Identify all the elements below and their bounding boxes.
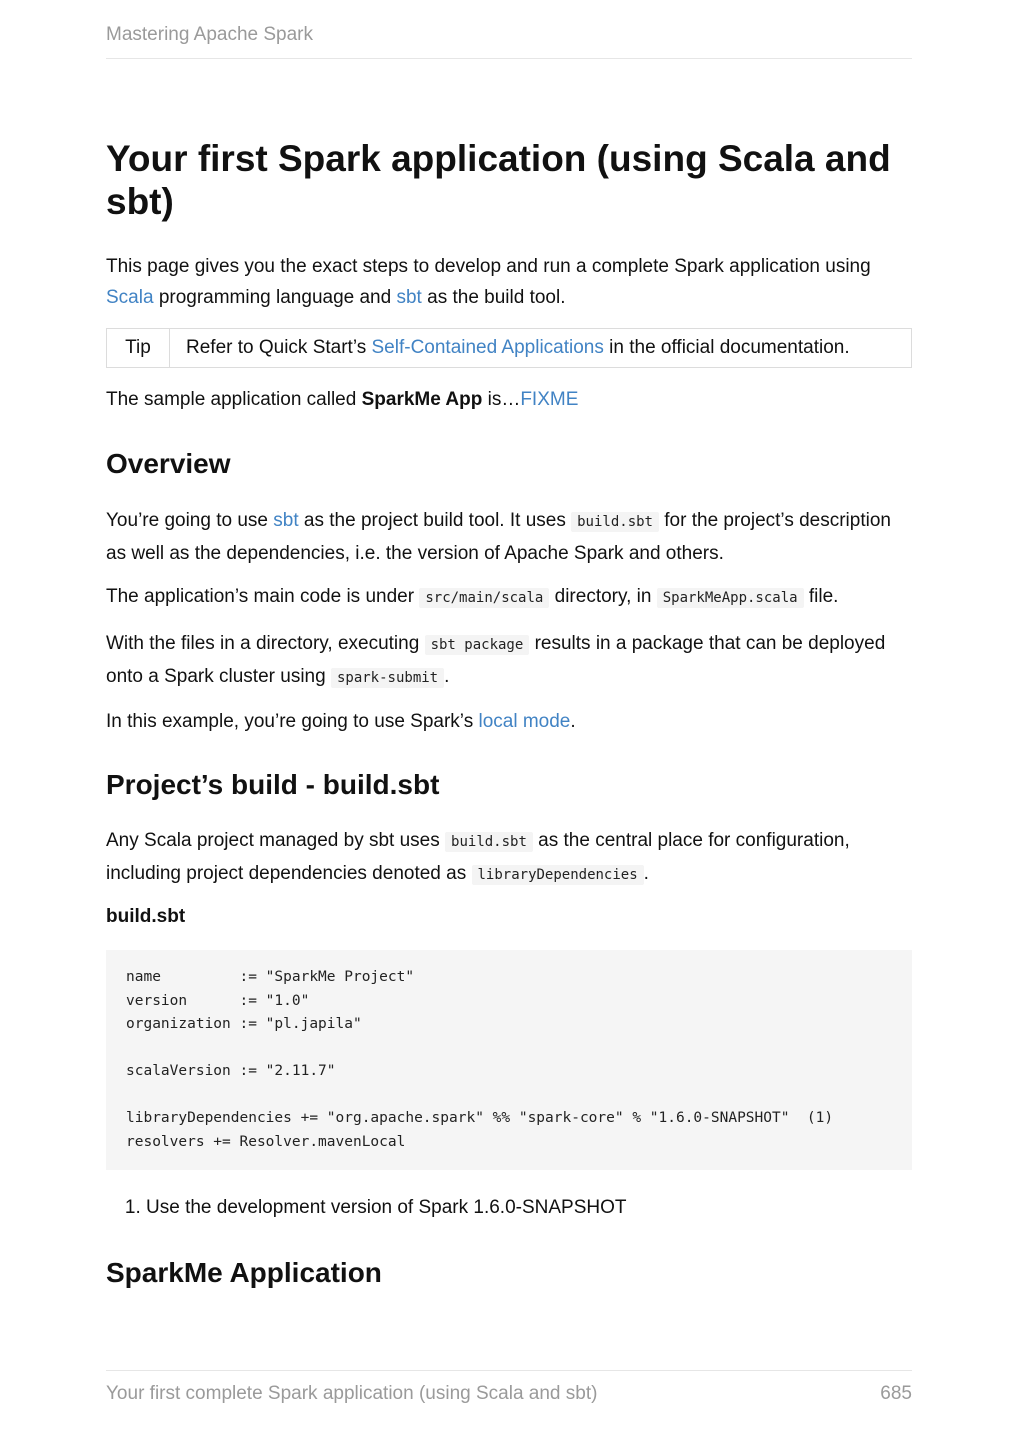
running-header: Mastering Apache Spark <box>106 24 912 59</box>
code-src-main-scala: src/main/scala <box>419 588 549 608</box>
code-caption: build.sbt <box>106 906 186 927</box>
fixme-link[interactable]: FIXME <box>520 389 579 410</box>
ov2-text-a: The application’s main code is under <box>106 586 415 607</box>
build-paragraph <box>106 825 912 891</box>
sample-app-name: SparkMe App <box>361 389 483 410</box>
code-build-sbt: build.sbt <box>571 512 659 532</box>
code-sparkmeapp-scala: SparkMeApp.scala <box>657 588 804 608</box>
tip-text-pre: Refer to Quick Start’s <box>186 337 367 358</box>
build-text-a: Any Scala project managed by sbt uses <box>106 830 440 851</box>
tip-box <box>106 328 912 368</box>
sparkme-app-heading: SparkMe Application <box>106 1257 382 1288</box>
intro-paragraph <box>106 251 912 313</box>
intro-text-3: as the build tool. <box>427 287 566 308</box>
sample-text-pre: The sample application called <box>106 389 357 410</box>
running-footer <box>106 1370 912 1405</box>
sample-text-mid: is… <box>487 389 521 410</box>
footer-chapter-title: Your first complete Spark application (using Scala and sbt) <box>106 1383 598 1404</box>
ov3-text-a: With the files in a directory, executing <box>106 633 420 654</box>
ov2-text-b: directory, in <box>554 586 652 607</box>
build-text-b: as the central place for configuration, including project dependencies denoted as <box>106 830 850 884</box>
ov4-text-a: In this example, you’re going to use Spark’s <box>106 711 474 732</box>
ov1-text-a: You’re going to use <box>106 510 268 531</box>
page-number: 685 <box>880 1383 912 1404</box>
code-block: name := "SparkMe Project" version := "1.0" organization := "pl.japila" scalaVersion := "2.11.7" libraryDependencies += "org.apache.spark" %% "spark-core" % "1.6.0-SNAPSHOT" (1) resolvers += Resolver.mavenLocal <box>106 950 912 1170</box>
overview-paragraph-3 <box>106 628 912 694</box>
scala-link[interactable]: Scala <box>106 287 154 308</box>
build-heading: Project’s build - build.sbt <box>106 769 440 800</box>
ov1-text-c: for the project’s description as well as the dependencies, i.e. the version of Apache Spark and others. <box>106 510 891 564</box>
overview-heading: Overview <box>106 448 231 479</box>
code-library-dependencies: libraryDependencies <box>472 865 644 885</box>
local-mode-link[interactable]: local mode <box>478 711 571 732</box>
sample-paragraph <box>106 384 912 415</box>
sbt-link[interactable]: sbt <box>396 287 422 308</box>
overview-paragraph-2 <box>106 581 912 614</box>
overview-paragraph-1 <box>106 505 912 569</box>
tip-text-post: in the official documentation. <box>609 337 850 358</box>
overview-paragraph-4 <box>106 706 912 737</box>
tip-text <box>170 337 850 359</box>
ov4-text-b: . <box>570 711 576 732</box>
self-contained-apps-link[interactable]: Self-Contained Applications <box>371 337 604 358</box>
build-text-c: . <box>643 863 649 884</box>
intro-text-1: This page gives you the exact steps to develop and run a complete Spark application using <box>106 256 871 277</box>
intro-text-2: programming language and <box>158 287 392 308</box>
code-sbt-package: sbt package <box>425 635 530 655</box>
callout-list <box>106 1194 627 1222</box>
ov1-text-b: as the project build tool. It uses <box>303 510 566 531</box>
sbt-link-overview[interactable]: sbt <box>273 510 299 531</box>
callout-item: 1. Use the development version of Spark 1.6.0-SNAPSHOT <box>146 1194 627 1222</box>
page-title: Your first Spark application (using Scala and sbt) <box>106 138 891 222</box>
code-spark-submit: spark-submit <box>331 668 444 688</box>
code-build-sbt-2: build.sbt <box>445 832 533 852</box>
ov3-text-c: . <box>444 666 450 687</box>
tip-label: Tip <box>107 329 170 367</box>
ov3-text-b: results in a package that can be deployed onto a Spark cluster using <box>106 633 886 687</box>
ov2-text-c: file. <box>808 586 839 607</box>
